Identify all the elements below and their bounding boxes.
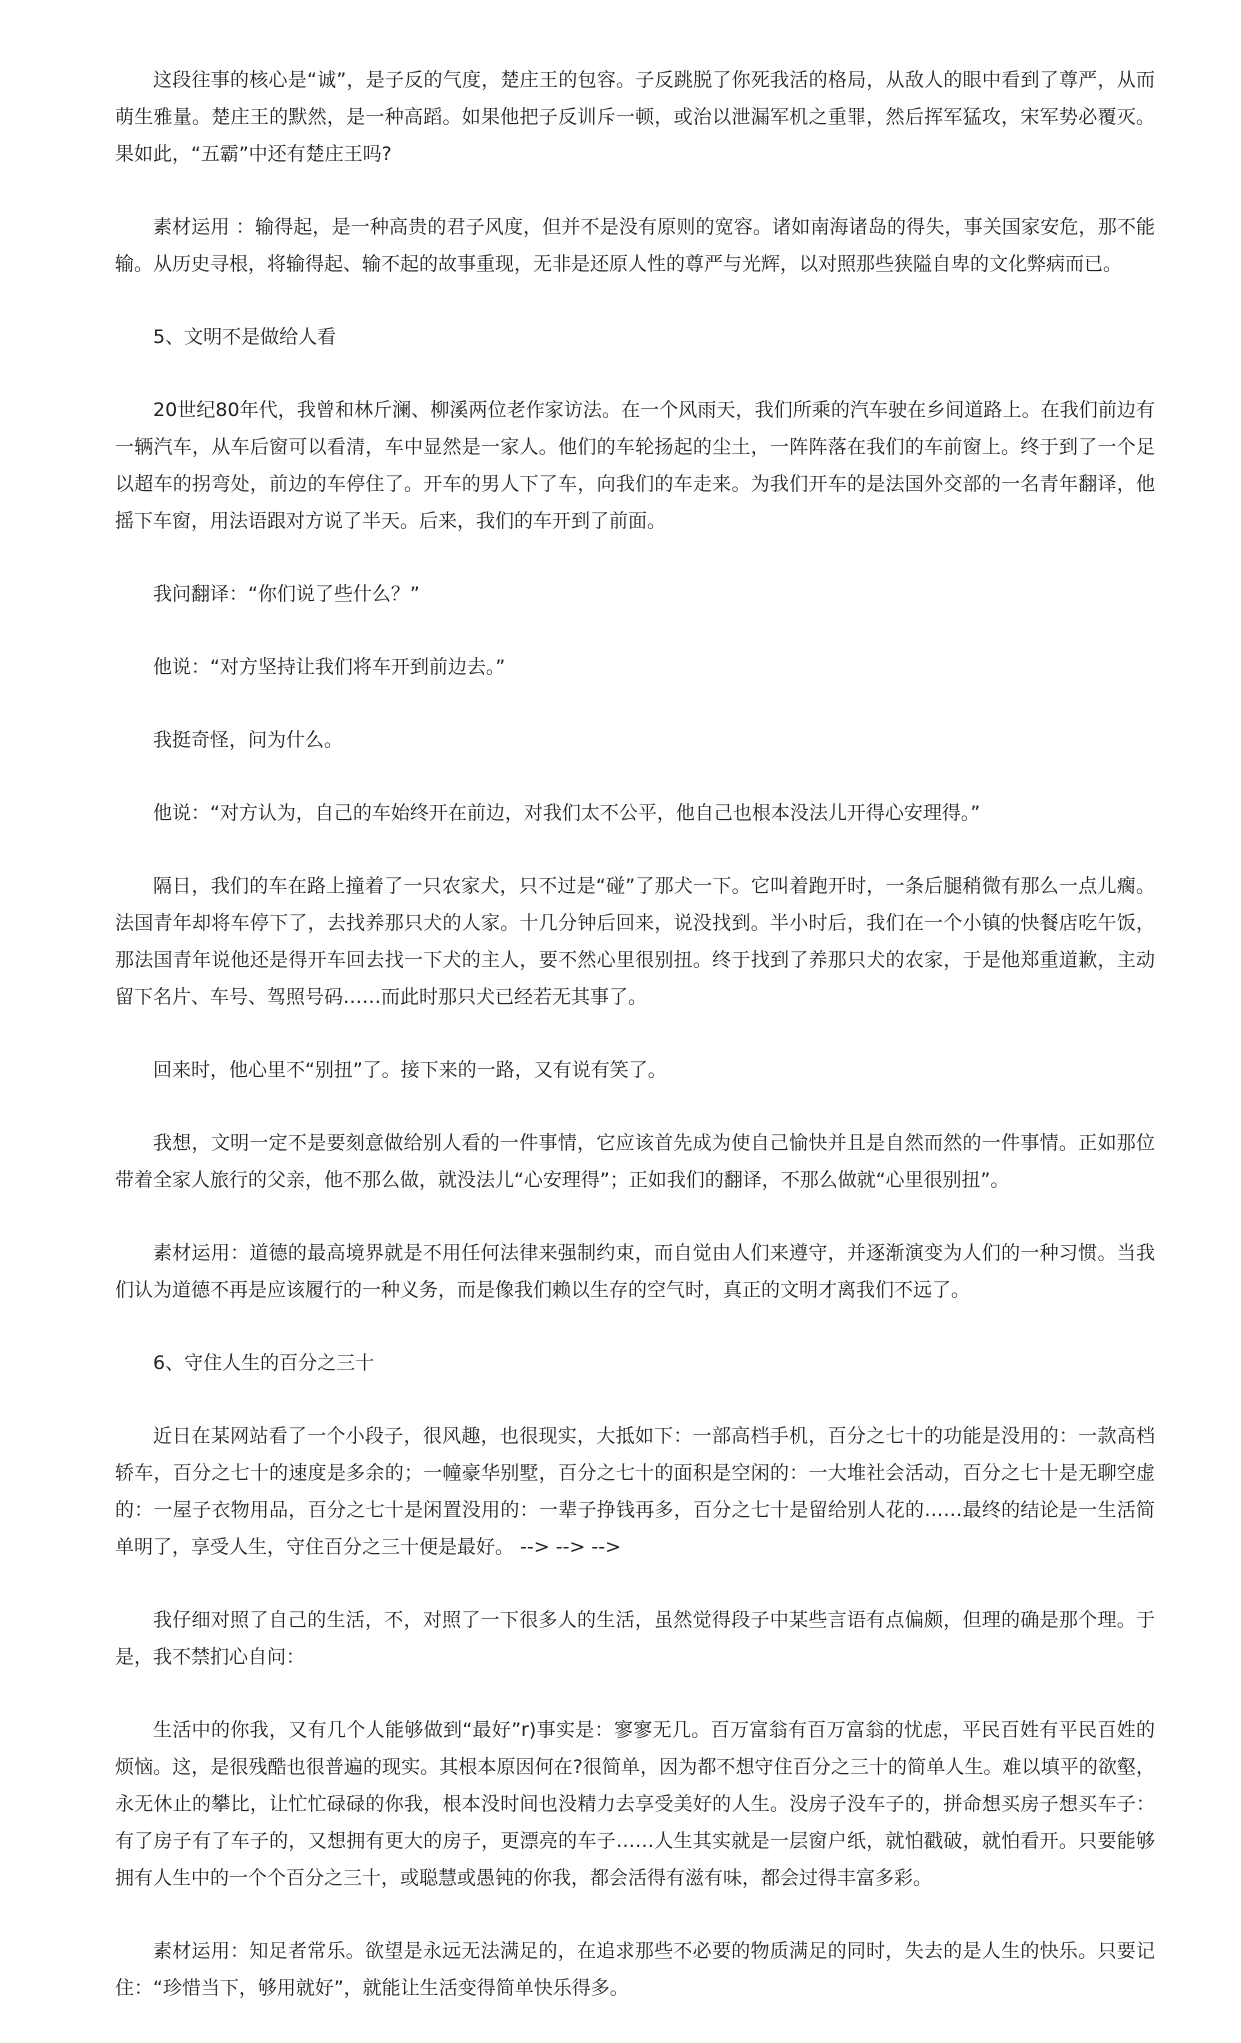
paragraph-material-usage-2: 素材运用：道德的最高境界就是不用任何法律来强制约束，而自觉由人们来遵守，并逐渐演变为人们的一种习惯。当我们认为道德不再是应该履行的一种义务，而是像我们赖以生存的空气时，真正的文明才离我们不远了。 xyxy=(115,1242,1155,1301)
paragraph-thirty-percent: 近日在某网站看了一个小段子，很风趣，也很现实，大抵如下：一部高档手机，百分之七十的功能是没用的：一款高档轿车，百分之七十的速度是多余的；一幢豪华别墅，百分之七十的面积是空闲的：一大堆社会活动，百分之七十是无聊空虚的：一屋子衣物用品，百分之七十是闲置没用的：一辈子挣钱再多，百分之七十是留给别人花的……最终的结论是一生活简单明了，享受人生，守住百分之三十便是最好。 --> --> --> xyxy=(115,1425,1155,1558)
paragraph-return: 回来时，他心里不“别扭”了。接下来的一路，又有说有笑了。 xyxy=(153,1059,667,1081)
paragraph-self-reflection: 我仔细对照了自己的生活，不，对照了一下很多人的生活，虽然觉得段子中某些言语有点偏颇，但理的确是那个理。于是，我不禁扪心自问： xyxy=(115,1609,1155,1668)
paragraph-life-reality: 生活中的你我，又有几个人能够做到“最好”r)事实是：寥寥无几。百万富翁有百万富翁的忧虑，平民百姓有平民百姓的烦恼。这，是很残酷也很普遍的现实。其根本原因何在?很简单，因为都不想守住百分之三十的简单人生。难以填平的欲壑，永无休止的攀比，让忙忙碌碌的你我，根本没时间也没精力去享受美好的人生。没房子没车子的，拼命想买房子想买车子：有了房子有了车子的，又想拥有更大的房子，更漂亮的车子……人生其实就是一层窗户纸，就怕戳破，就怕看开。只要能够拥有人生中的一个个百分之三十，或聪慧或愚钝的你我，都会活得有滋有味，都会过得丰富多彩。 xyxy=(115,1719,1155,1889)
paragraph-chuzhuangwang-summary: 这段往事的核心是“诚”，是子反的气度，楚庄王的包容。子反跳脱了你死我活的格局，从敌人的眼中看到了尊严，从而萌生雅量。楚庄王的默然，是一种高蹈。如果他把子反训斥一顿，或治以泄漏军机之重罪，然后挥军猛攻，宋军势必覆灭。果如此，“五霸”中还有楚庄王吗? xyxy=(115,69,1155,165)
paragraph-dialogue-3: 我挺奇怪，问为什么。 xyxy=(153,729,344,751)
paragraph-dialogue-2: 他说：“对方坚持让我们将车开到前边去。” xyxy=(153,656,506,678)
paragraph-dialogue-1: 我问翻译：“你们说了些什么？” xyxy=(153,583,420,605)
document-page xyxy=(115,62,1155,2043)
paragraph-france-trip: 20世纪80年代，我曾和林斤澜、柳溪两位老作家访法。在一个风雨天，我们所乘的汽车驶在乡间道路上。在我们前边有一辆汽车，从车后窗可以看清，车中显然是一家人。他们的车轮扬起的尘土，一阵阵落在我们的车前窗上。终于到了一个足以超车的拐弯处，前边的车停住了。开车的男人下了车，向我们的车走来。为我们开车的是法国外交部的一名青年翻译，他摇下车窗，用法语跟对方说了半天。后来，我们的车开到了前面。 xyxy=(115,399,1155,532)
paragraph-material-usage-3: 素材运用：知足者常乐。欲望是永远无法满足的，在追求那些不必要的物质满足的同时，失去的是人生的快乐。只要记住：“珍惜当下，够用就好”，就能让生活变得简单快乐得多。 xyxy=(115,1940,1155,1999)
paragraph-civilization-thought: 我想，文明一定不是要刻意做给别人看的一件事情，它应该首先成为使自己愉快并且是自然而然的一件事情。正如那位带着全家人旅行的父亲，他不那么做，就没法儿“心安理得”；正如我们的翻译，不那么做就“心里很别扭”。 xyxy=(115,1132,1155,1191)
section-heading-5: 5、文明不是做给人看 xyxy=(153,326,337,348)
section-heading-6: 6、守住人生的百分之三十 xyxy=(153,1352,375,1374)
paragraph-dog-story: 隔日，我们的车在路上撞着了一只农家犬，只不过是“碰”了那犬一下。它叫着跑开时，一条后腿稍微有那么一点儿瘸。法国青年却将车停下了，去找养那只犬的人家。十几分钟后回来，说没找到。半小时后，我们在一个小镇的快餐店吃午饭，那法国青年说他还是得开车回去找一下犬的主人，要不然心里很别扭。终于找到了养那只犬的农家，于是他郑重道歉，主动留下名片、车号、驾照号码……而此时那只犬已经若无其事了。 xyxy=(115,875,1155,1008)
paragraph-dialogue-4: 他说：“对方认为，自己的车始终开在前边，对我们太不公平，他自己也根本没法儿开得心安理得。” xyxy=(153,802,981,824)
paragraph-material-usage-1: 素材运用 ：输得起，是一种高贵的君子风度，但并不是没有原则的宽容。诸如南海诸岛的得失，事关国家安危，那不能输。从历史寻根，将输得起、输不起的故事重现，无非是还原人性的尊严与光辉，以对照那些狭隘自卑的文化弊病而已。 xyxy=(115,216,1155,275)
